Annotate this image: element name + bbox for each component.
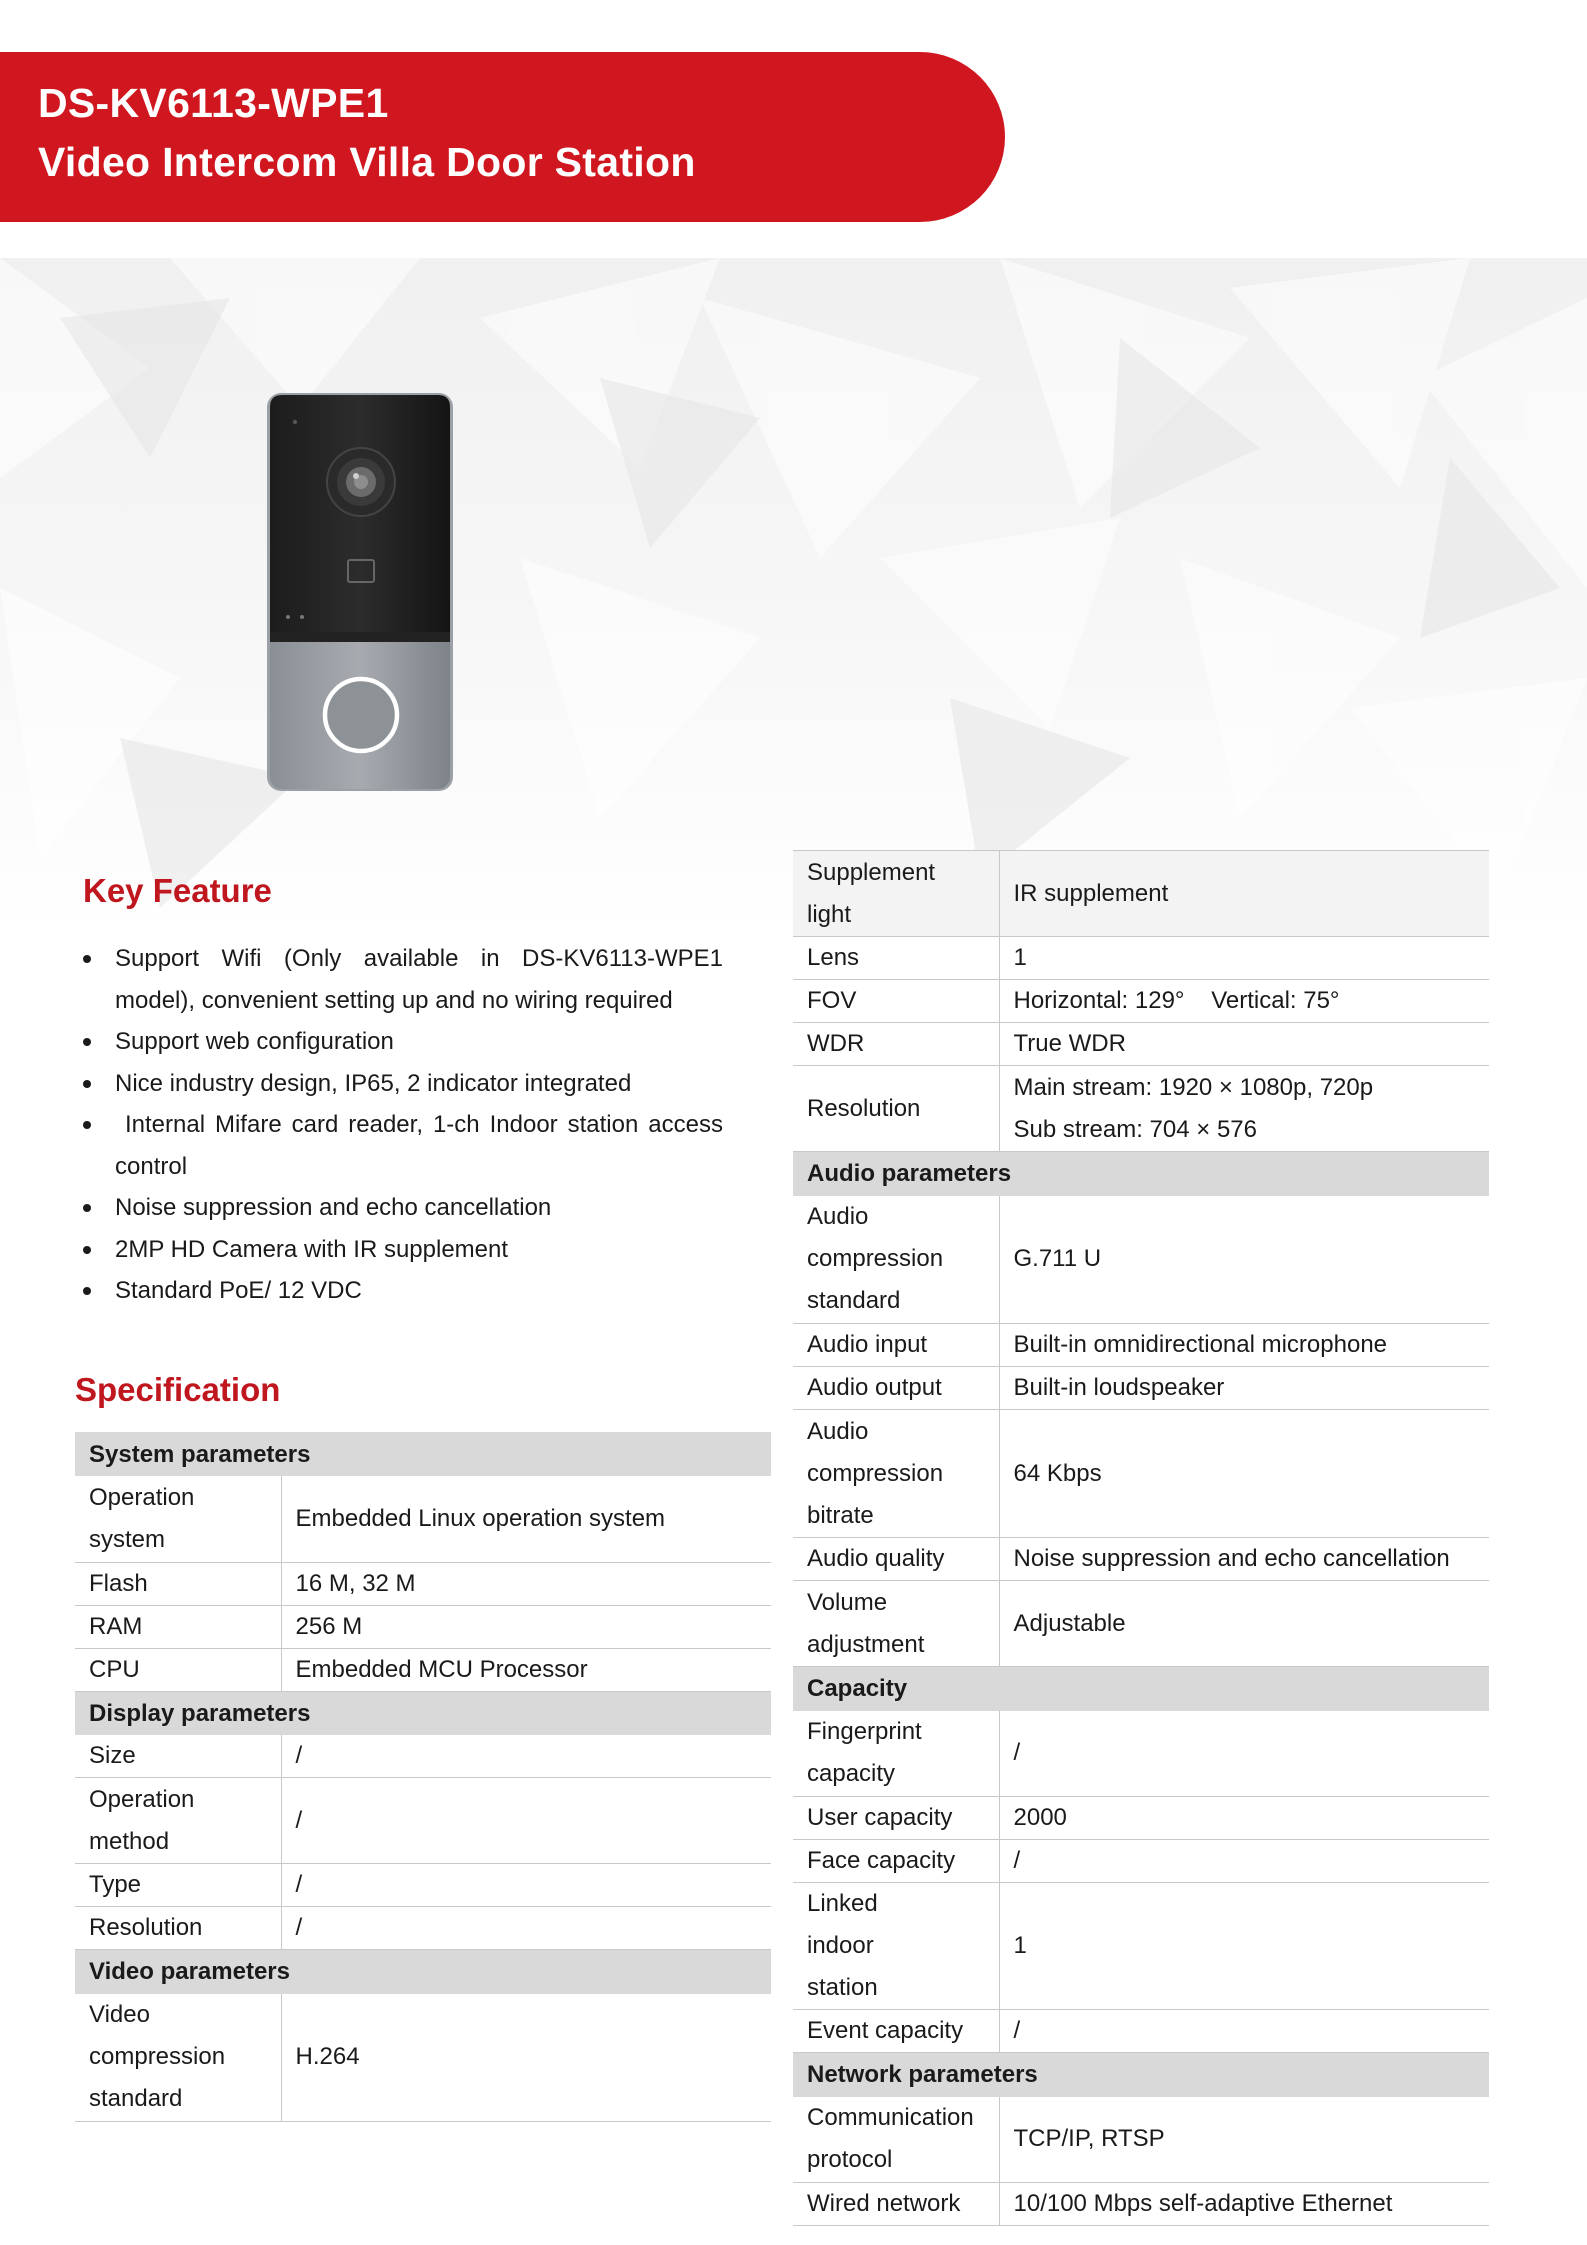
product-title: Video Intercom Villa Door Station [38, 139, 696, 185]
group-row-network [793, 2053, 1489, 2097]
spec-row [75, 1778, 771, 1864]
group-label: Capacity [793, 1667, 1489, 1711]
spec-key: Face capacity [793, 1840, 999, 1883]
spec-value: H.264 [281, 1994, 771, 2122]
key-feature-list [83, 938, 730, 1312]
spec-row [793, 1196, 1489, 1324]
spec-row [75, 1648, 771, 1691]
spec-value: G.711 U [999, 1196, 1489, 1324]
spec-value: 10/100 Mbps self-adaptive Ethernet [999, 2183, 1489, 2226]
spec-key: Volume adjustment [793, 1581, 999, 1667]
key-feature-heading: Key Feature [83, 872, 272, 909]
spec-row [793, 1840, 1489, 1883]
spec-row [75, 1994, 771, 2122]
spec-value-multi [999, 1066, 1489, 1152]
group-label: Audio parameters [793, 1152, 1489, 1196]
spec-key: Operation method [75, 1778, 281, 1864]
spec-value: / [281, 1778, 771, 1864]
spec-key: Audio compression bitrate [793, 1410, 999, 1538]
spec-key: Resolution [793, 1066, 999, 1152]
spec-row [75, 1864, 771, 1907]
spec-value: Horizontal: 129° Vertical: 75° [999, 980, 1489, 1023]
spec-row [793, 851, 1489, 937]
feature-item: Standard PoE/ 12 VDC [83, 1270, 723, 1312]
spec-value: 16 M, 32 M [281, 1562, 771, 1605]
spec-value: Built-in omnidirectional microphone [999, 1324, 1489, 1367]
spec-key: Resolution [75, 1907, 281, 1950]
spec-value: Noise suppression and echo cancellation [999, 1538, 1489, 1581]
spec-row [793, 2183, 1489, 2226]
spec-row [793, 1883, 1489, 2010]
spec-key: Audio quality [793, 1538, 999, 1581]
spec-value: 64 Kbps [999, 1410, 1489, 1538]
spec-row [793, 1410, 1489, 1538]
model-number: DS-KV6113-WPE1 [38, 80, 389, 126]
specification-heading: Specification [75, 1371, 281, 1408]
feature-item: Internal Mifare card reader, 1-ch Indoor station access control [83, 1104, 723, 1187]
spec-key: Video compression standard [75, 1994, 281, 2122]
spec-row [793, 1538, 1489, 1581]
spec-value: / [281, 1735, 771, 1778]
spec-key: Operation system [75, 1476, 281, 1562]
spec-key: User capacity [793, 1797, 999, 1840]
spec-row [75, 1476, 771, 1562]
main-stream-value: Main stream: 1920 × 1080p, 720p [1013, 1073, 1374, 1101]
spec-value: / [999, 1840, 1489, 1883]
sub-stream-value: Sub stream: 704 × 576 [1013, 1115, 1257, 1143]
spec-row [793, 2010, 1489, 2053]
spec-key: Event capacity [793, 2010, 999, 2053]
spec-value: True WDR [999, 1023, 1489, 1066]
spec-key: Audio input [793, 1324, 999, 1367]
spec-value: / [999, 2010, 1489, 2053]
hero-banner [0, 258, 1587, 934]
spec-value: 256 M [281, 1605, 771, 1648]
feature-item: Noise suppression and echo cancellation [83, 1187, 723, 1229]
spec-row [793, 937, 1489, 980]
spec-table-left [75, 1432, 771, 2122]
spec-row [75, 1605, 771, 1648]
spec-key: CPU [75, 1648, 281, 1691]
spec-key: Fingerprint capacity [793, 1711, 999, 1797]
spec-value: / [281, 1864, 771, 1907]
spec-row [793, 1066, 1489, 1152]
spec-value: TCP/IP, RTSP [999, 2097, 1489, 2183]
group-row-system [75, 1432, 771, 1476]
group-row-display [75, 1691, 771, 1735]
spec-row [793, 980, 1489, 1023]
spec-value: 2000 [999, 1797, 1489, 1840]
spec-key: Size [75, 1735, 281, 1778]
spec-value: 1 [999, 1883, 1489, 2010]
spec-row [793, 1324, 1489, 1367]
spec-row [793, 1581, 1489, 1667]
spec-value: / [999, 1711, 1489, 1797]
spec-key: RAM [75, 1605, 281, 1648]
spec-row [793, 2097, 1489, 2183]
spec-value: Adjustable [999, 1581, 1489, 1667]
group-row-audio [793, 1152, 1489, 1196]
spec-value: Built-in loudspeaker [999, 1367, 1489, 1410]
spec-row [75, 1907, 771, 1950]
geometric-background [0, 258, 1587, 934]
spec-key: Flash [75, 1562, 281, 1605]
spec-row [793, 1367, 1489, 1410]
group-label: Network parameters [793, 2053, 1489, 2097]
spec-key: Supplement light [793, 851, 999, 937]
spec-value: Embedded MCU Processor [281, 1648, 771, 1691]
group-row-video [75, 1950, 771, 1994]
spec-value: Embedded Linux operation system [281, 1476, 771, 1562]
spec-key: Lens [793, 937, 999, 980]
door-station-product-image [266, 392, 454, 792]
spec-value: 1 [999, 937, 1489, 980]
spec-key: Audio output [793, 1367, 999, 1410]
spec-key: Type [75, 1864, 281, 1907]
spec-table-right [793, 850, 1489, 2226]
spec-key: Audio compression standard [793, 1196, 999, 1324]
spec-key: FOV [793, 980, 999, 1023]
spec-value: IR supplement [999, 851, 1489, 937]
group-row-capacity [793, 1667, 1489, 1711]
title-banner [0, 52, 1005, 222]
spec-key: Wired network [793, 2183, 999, 2226]
group-label: System parameters [75, 1432, 771, 1476]
spec-key: WDR [793, 1023, 999, 1066]
feature-item: Support web configuration [83, 1021, 723, 1063]
spec-key: Linked indoor station [793, 1883, 999, 2010]
feature-item: 2MP HD Camera with IR supplement [83, 1229, 723, 1271]
spec-row [793, 1023, 1489, 1066]
feature-item: Nice industry design, IP65, 2 indicator integrated [83, 1063, 723, 1105]
group-label: Video parameters [75, 1950, 771, 1994]
spec-row [75, 1562, 771, 1605]
group-label: Display parameters [75, 1691, 771, 1735]
feature-item: Support Wifi (Only available in DS-KV6113-WPE1 model), convenient setting up and no wiring required [83, 938, 723, 1021]
spec-row [793, 1797, 1489, 1840]
spec-row [75, 1735, 771, 1778]
spec-row [793, 1711, 1489, 1797]
spec-key: Communication protocol [793, 2097, 999, 2183]
spec-value: / [281, 1907, 771, 1950]
